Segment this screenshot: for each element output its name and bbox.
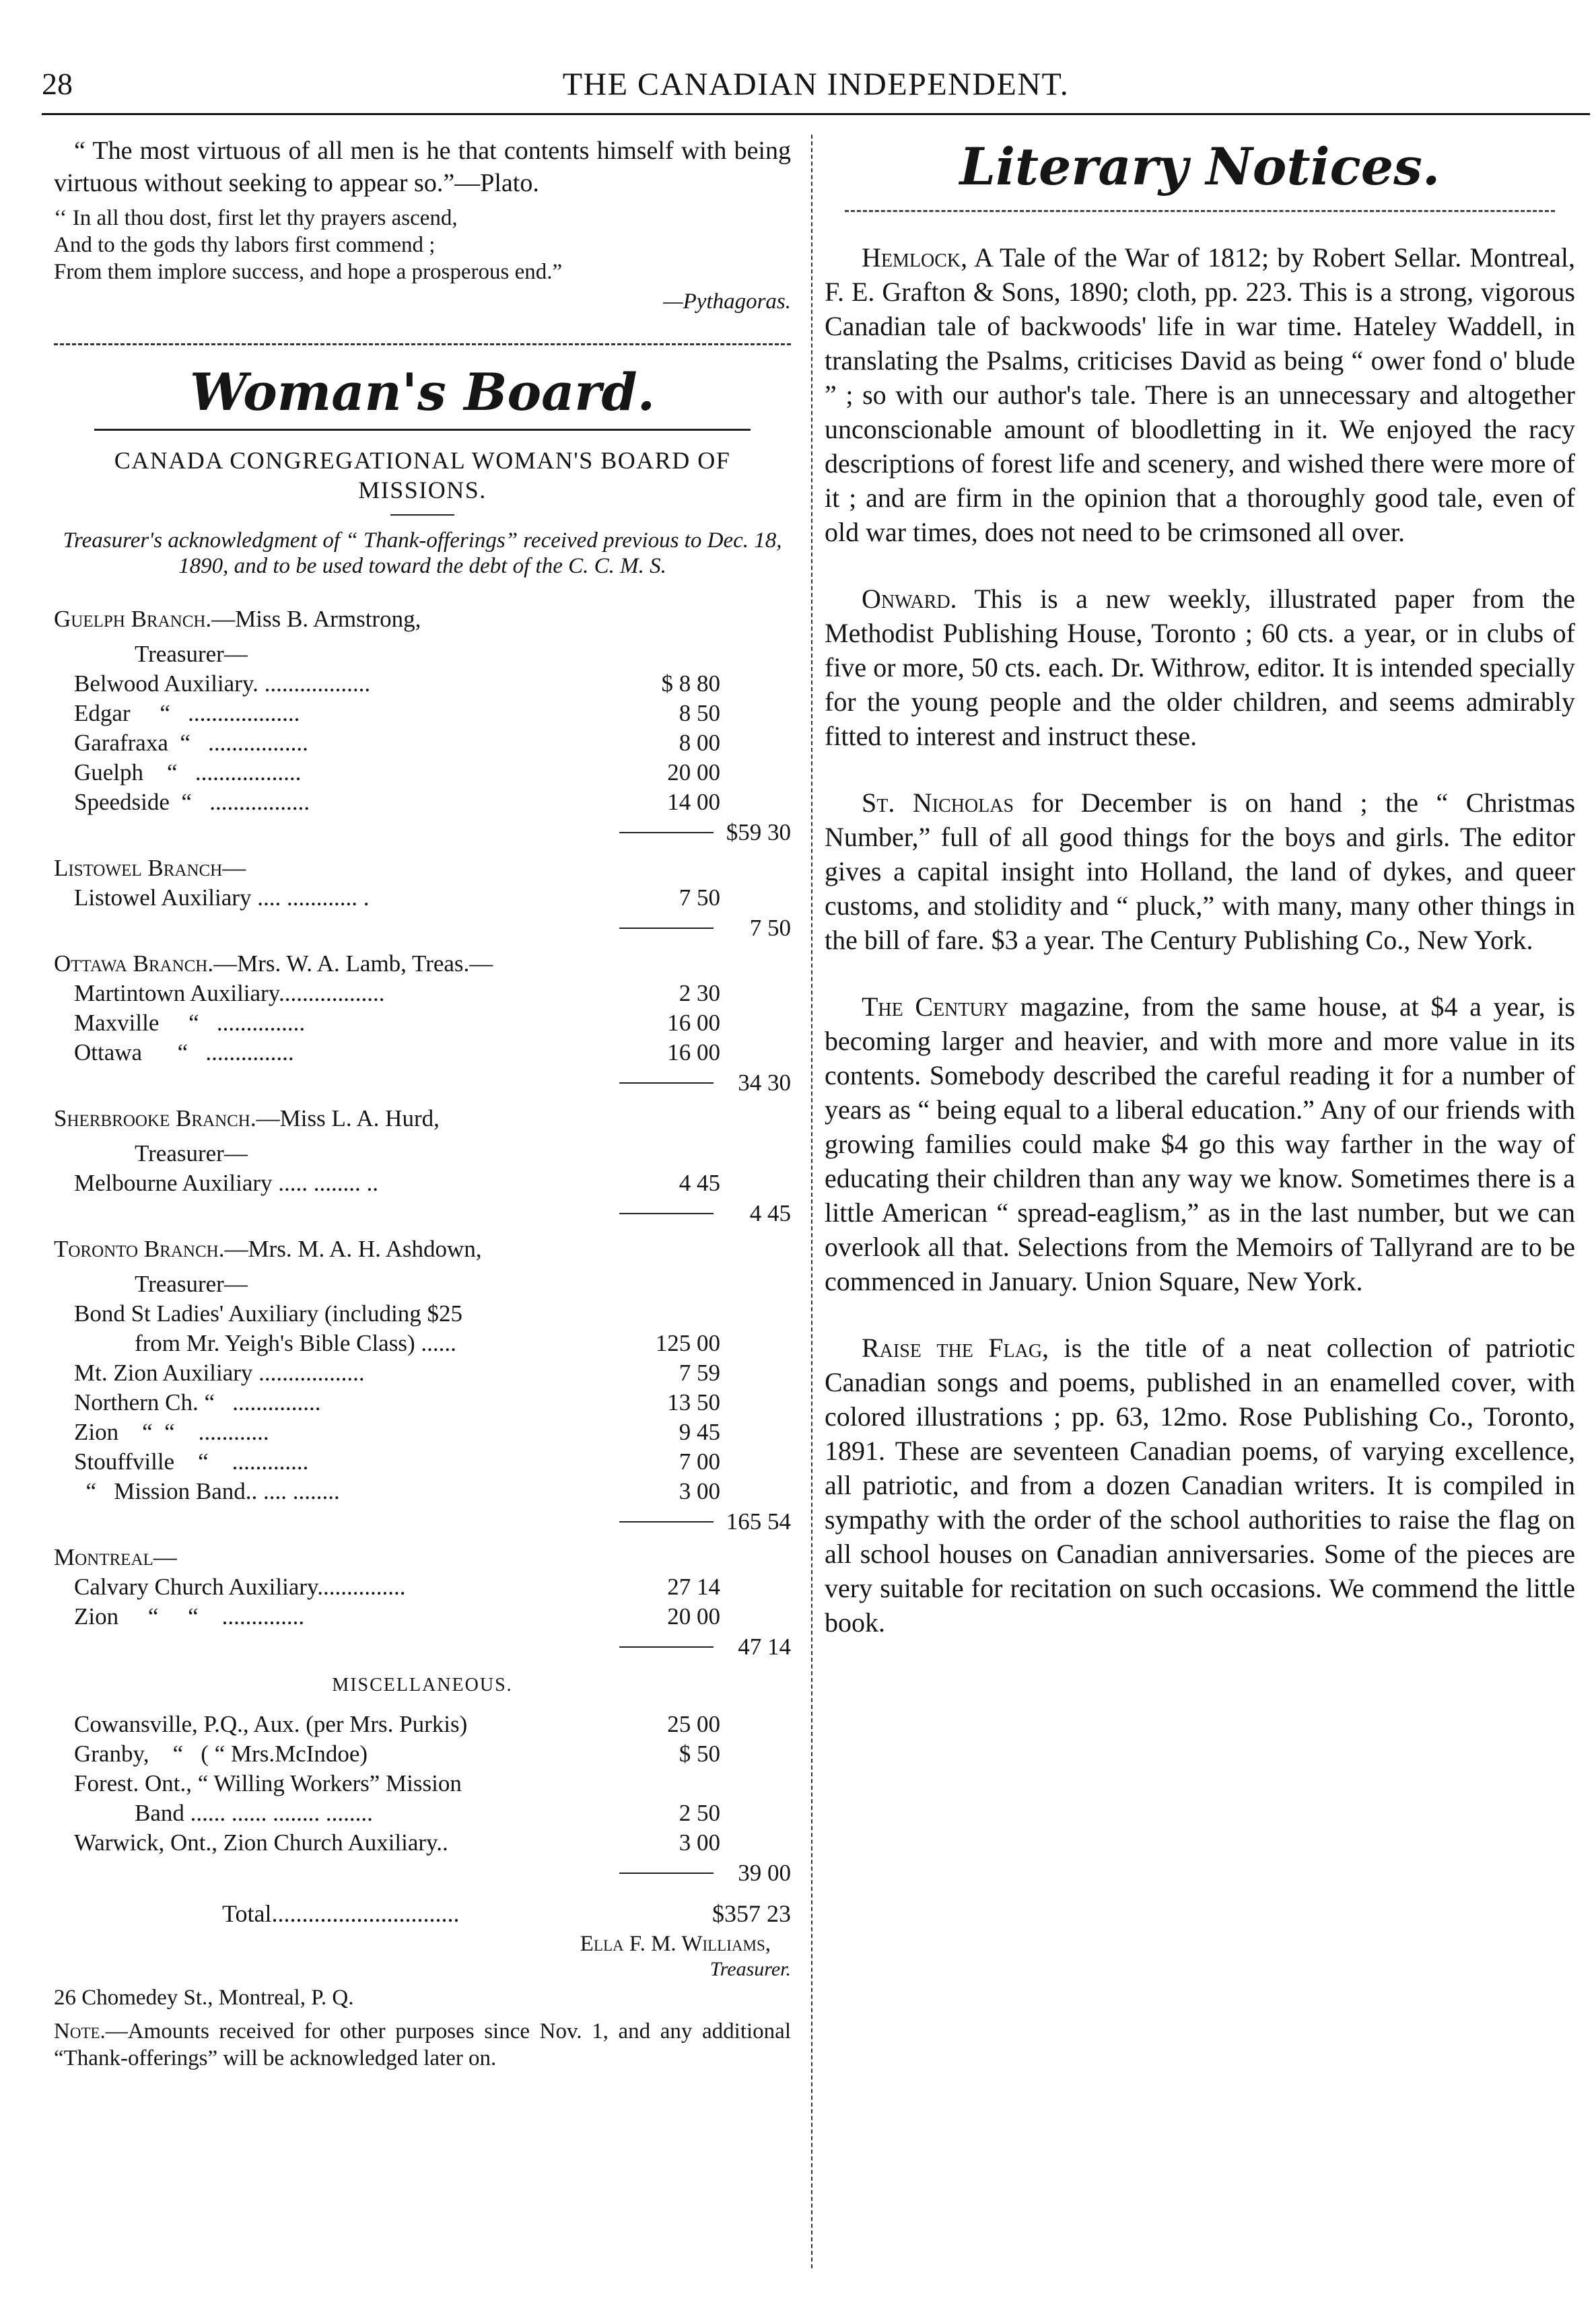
row-amount: $ 8 80 bbox=[661, 670, 720, 697]
row-label: Belwood Auxiliary. .................. bbox=[74, 670, 371, 697]
notice-onward bbox=[825, 582, 1575, 753]
row-label: Zion “ “ .............. bbox=[74, 1603, 305, 1630]
row-amount: 7 00 bbox=[679, 1448, 720, 1475]
row-amount: 2 30 bbox=[679, 980, 720, 1006]
short-rule bbox=[390, 514, 454, 516]
row-label: Stouffville “ ............. bbox=[74, 1448, 309, 1475]
row-amount: 8 50 bbox=[679, 700, 720, 726]
row-label: Calvary Church Auxiliary............... bbox=[74, 1574, 406, 1600]
branch-officer: —Miss L. A. Hurd, bbox=[256, 1105, 440, 1131]
row-amount: 9 45 bbox=[679, 1419, 720, 1445]
row-label: “ Mission Band.. .... ........ bbox=[74, 1478, 340, 1504]
notice-title: The Century bbox=[862, 991, 1009, 1022]
treasurer-role: Treasurer. bbox=[709, 1958, 791, 1980]
notice-text: This is a new weekly, illustrated paper from the Methodist Publishing House, Toronto ; 60 cts. a year, or in clubs of five or more, 50 cts. each. Dr. Withrow, editor. It is intended specially for the young people and the older children, and seems admirably fitted to interest and instruct these. bbox=[825, 584, 1575, 751]
ledger-row bbox=[54, 1418, 791, 1447]
branch-officer: —Miss B. Armstrong, bbox=[211, 606, 421, 632]
subtotal-value: 7 50 bbox=[749, 915, 791, 941]
branch-name: Guelph Branch. bbox=[54, 606, 212, 632]
ledger-row bbox=[54, 699, 791, 728]
branch-subtotal bbox=[54, 817, 791, 848]
branch-name: Montreal— bbox=[54, 1544, 177, 1570]
page-number: 28 bbox=[42, 67, 73, 101]
subtotal-value: 39 00 bbox=[738, 1860, 791, 1886]
notice-text: for December is on hand ; the “ Christmas Number,” full of all good things for the boys and girls. The editor gives a capital insight into Holland, the land of dykes, and queer customs, and stolidity and “ pluck,” with many, many other things in the bill of fare. $3 a year. The Century Publishing Co., New York. bbox=[825, 788, 1576, 955]
row-amount: 20 00 bbox=[667, 759, 720, 785]
branch-subtotal bbox=[54, 1068, 791, 1098]
row-label: Cowansville, P.Q., Aux. (per Mrs. Purkis) bbox=[74, 1711, 468, 1737]
subtotal-value: $59 30 bbox=[726, 819, 791, 845]
ledger-row bbox=[54, 1828, 791, 1858]
treasurer-address: 26 Chomedey St., Montreal, P. Q. bbox=[54, 1986, 354, 2010]
branch-officer: —Mrs. W. A. Lamb, Treas.— bbox=[213, 950, 493, 977]
ledger-row bbox=[54, 1572, 791, 1602]
row-amount: 20 00 bbox=[667, 1603, 720, 1630]
branch-subtotal bbox=[54, 1858, 791, 1889]
branch-toronto bbox=[54, 1234, 791, 1264]
ledger-row bbox=[54, 1769, 791, 1798]
note-text: —Amounts received for other purposes since Nov. 1, and any additional “Thank-offerings” will be acknowledged later on. bbox=[54, 2019, 791, 2070]
ledger-row bbox=[54, 1299, 791, 1329]
ledger-row bbox=[54, 788, 791, 817]
ledger-row bbox=[54, 1168, 791, 1198]
branch-ottawa bbox=[54, 949, 791, 979]
row-label: Zion “ “ ............ bbox=[74, 1419, 269, 1445]
verse-line: And to the gods thy labors first commend ; bbox=[54, 233, 436, 257]
notice-text: is the title of a neat collection of patriotic Canadian songs and poems, published in an enamelled cover, with colored illustrations ; pp. 63, 12mo. Rose Publishing Co., Toronto, 1891. These are seventeen Canadian poems, of varying excellence, all patriotic, and from a dozen Canadian writers. It is compiled in sympathy with the order of the school authorities to raise the flag on all school houses on Canadian anniversaries. Some of the pieces are very suitable for recitation on such occasions. We commend the little book. bbox=[825, 1333, 1576, 1638]
ledger-row bbox=[54, 1447, 791, 1477]
branch-name: Listowel Branch— bbox=[54, 855, 246, 881]
notice-title: Raise the Flag, bbox=[862, 1333, 1049, 1363]
ledger-row bbox=[54, 758, 791, 788]
branch-treasurer: Treasurer— bbox=[135, 1140, 248, 1166]
treasurer-signature: Ella F. M. Williams, bbox=[580, 1932, 771, 1956]
footnote bbox=[54, 2018, 791, 2072]
row-label: Northern Ch. “ ............... bbox=[74, 1389, 321, 1415]
total-label: Total............................... bbox=[222, 1900, 460, 1927]
ledger-row bbox=[54, 1798, 791, 1828]
grand-total bbox=[54, 1897, 791, 1930]
ledger-row bbox=[54, 1038, 791, 1068]
running-title: THE CANADIAN INDEPENDENT. bbox=[562, 67, 1070, 102]
column-divider bbox=[811, 135, 812, 2268]
notice-st-nicholas bbox=[825, 785, 1575, 957]
notice-title: Hemlock, bbox=[862, 242, 968, 273]
row-amount: 125 00 bbox=[655, 1330, 720, 1356]
branch-sherbrooke bbox=[54, 1104, 791, 1133]
heading-rule bbox=[94, 429, 751, 431]
row-label: Warwick, Ont., Zion Church Auxiliary.. bbox=[74, 1829, 448, 1856]
note-label: Note. bbox=[54, 2019, 106, 2043]
misc-title: MISCELLANEOUS. bbox=[332, 1675, 513, 1695]
header-rule bbox=[42, 113, 1590, 115]
ledger-row bbox=[54, 1477, 791, 1506]
row-amount: 8 00 bbox=[679, 730, 720, 756]
row-label: Guelph “ .................. bbox=[74, 759, 302, 785]
ledger-row bbox=[54, 1329, 791, 1358]
row-label: Melbourne Auxiliary ..... ........ .. bbox=[74, 1170, 379, 1196]
page-header bbox=[42, 66, 1590, 113]
row-amount: 2 50 bbox=[679, 1800, 720, 1826]
row-label: Forest. Ont., “ Willing Workers” Mission bbox=[74, 1770, 462, 1796]
notice-title: St. Nicholas bbox=[862, 788, 1014, 818]
notice-hemlock bbox=[825, 240, 1575, 549]
womans-board-heading: Woman's Board. bbox=[189, 362, 656, 422]
branch-subtotal bbox=[54, 1506, 791, 1537]
row-amount: 25 00 bbox=[667, 1711, 720, 1737]
row-label: Band ...... ...... ........ ........ bbox=[135, 1800, 373, 1826]
section-divider bbox=[54, 343, 791, 345]
acknowledgment-note: Treasurer's acknowledgment of “ Thank-offerings” received previous to Dec. 18, 1890, and to be used toward the debt of the C. C. M. S. bbox=[63, 528, 782, 578]
branch-subtotal bbox=[54, 913, 791, 944]
org-title: CANADA CONGREGATIONAL WOMAN'S BOARD OF MISSIONS. bbox=[114, 447, 731, 503]
row-label: Mt. Zion Auxiliary .................. bbox=[74, 1360, 365, 1386]
row-amount: 7 59 bbox=[679, 1360, 720, 1386]
row-amount: 13 50 bbox=[667, 1389, 720, 1415]
row-amount: 27 14 bbox=[667, 1574, 720, 1600]
plato-quote: “ The most virtuous of all men is he that contents himself with being virtuous without seeking to appear so.”—Plato. bbox=[54, 137, 791, 197]
left-column bbox=[54, 135, 791, 2072]
notice-raise-the-flag bbox=[825, 1331, 1575, 1640]
ledger-row bbox=[54, 1388, 791, 1418]
notice-text: magazine, from the same house, at $4 a year, is becoming larger and heavier, and with more and more value in its contents. Somebody described the careful reading it for a number of years as “ being equal to a liberal education.” Any of our friends with growing families could make $4 go this way farther in the way of educating their children than any way we know. Sometimes there is a little American “ spread-eaglism,” as in the last number, but we can overlook all that. Selections from the Memoirs of Tallyrand are to be commenced in January. Union Square, New York. bbox=[825, 991, 1575, 1296]
branch-listowel bbox=[54, 853, 791, 883]
row-label: Edgar “ ................... bbox=[74, 700, 300, 726]
notice-century bbox=[825, 989, 1575, 1298]
row-amount: 14 00 bbox=[667, 789, 720, 815]
branch-guelph bbox=[54, 604, 791, 634]
literary-notices-heading: Literary Notices. bbox=[959, 137, 1441, 197]
branch-name: Toronto Branch. bbox=[54, 1236, 225, 1262]
ledger-row bbox=[54, 883, 791, 913]
row-label: Speedside “ ................. bbox=[74, 789, 310, 815]
branch-subtotal bbox=[54, 1632, 791, 1663]
row-label: Listowel Auxiliary .... ............ . bbox=[74, 884, 370, 911]
subtotal-value: 4 45 bbox=[749, 1200, 791, 1226]
branch-treasurer: Treasurer— bbox=[135, 641, 248, 667]
ledger-row bbox=[54, 1602, 791, 1632]
row-label: Maxville “ ............... bbox=[74, 1010, 306, 1036]
right-column bbox=[825, 135, 1575, 1672]
ledger-row bbox=[54, 979, 791, 1008]
row-amount: 3 00 bbox=[679, 1478, 720, 1504]
ledger-row bbox=[54, 1008, 791, 1038]
ledger-row bbox=[54, 1739, 791, 1769]
row-label: Bond St Ladies' Auxiliary (including $25 bbox=[74, 1300, 462, 1327]
row-amount: $ 50 bbox=[679, 1741, 720, 1767]
branch-montreal bbox=[54, 1543, 791, 1572]
ledger-row bbox=[54, 1358, 791, 1388]
row-label: from Mr. Yeigh's Bible Class) ...... bbox=[135, 1330, 456, 1356]
row-label: Granby, “ ( “ Mrs.McIndoe) bbox=[74, 1741, 368, 1767]
row-amount: 4 45 bbox=[679, 1170, 720, 1196]
ledger-row bbox=[54, 1710, 791, 1739]
row-amount: 16 00 bbox=[667, 1010, 720, 1036]
notice-title: Onward. bbox=[862, 584, 957, 614]
branch-subtotal bbox=[54, 1198, 791, 1229]
ledger-row bbox=[54, 669, 791, 699]
verse-line: From them implore success, and hope a prosperous end.” bbox=[54, 260, 563, 284]
row-amount: 16 00 bbox=[667, 1039, 720, 1065]
branch-officer: —Mrs. M. A. H. Ashdown, bbox=[224, 1236, 482, 1262]
verse-line: ‘‘ In all thou dost, first let thy prayers ascend, bbox=[54, 206, 458, 230]
subtotal-value: 165 54 bbox=[726, 1508, 791, 1535]
branch-treasurer: Treasurer— bbox=[135, 1271, 248, 1297]
pythagoras-verse bbox=[54, 205, 791, 285]
total-value: $357 23 bbox=[712, 1900, 791, 1927]
row-label: Garafraxa “ ................. bbox=[74, 730, 308, 756]
row-amount: 3 00 bbox=[679, 1829, 720, 1856]
row-amount: 7 50 bbox=[679, 884, 720, 911]
verse-attribution: —Pythagoras. bbox=[663, 289, 791, 314]
subtotal-value: 47 14 bbox=[738, 1634, 791, 1660]
branch-name: Sherbrooke Branch. bbox=[54, 1105, 256, 1131]
branch-name: Ottawa Branch. bbox=[54, 950, 214, 977]
subtotal-value: 34 30 bbox=[738, 1070, 791, 1096]
notice-text: A Tale of the War of 1812; by Robert Sellar. Montreal, F. E. Grafton & Sons, 1890; cloth, pp. 223. This is a strong, vigorous Canadian tale of backwoods' life in war time. Hateley Waddell, in translating the Psalms, criticises David as being “ ower fond o' blude ” ; so with our author's tale. There is an unnecessary and altogether unconscionable amount of bloodletting in it. We enjoyed the racy descriptions of forest life and scenery, and wished there were more of it ; and are firm in the opinion that a thoroughly good tale, even of old war times, does not need to be crimsoned all over. bbox=[825, 242, 1575, 547]
ledger-row bbox=[54, 728, 791, 758]
heading-rule bbox=[845, 210, 1555, 212]
row-label: Martintown Auxiliary.................. bbox=[74, 980, 385, 1006]
row-label: Ottawa “ ............... bbox=[74, 1039, 294, 1065]
